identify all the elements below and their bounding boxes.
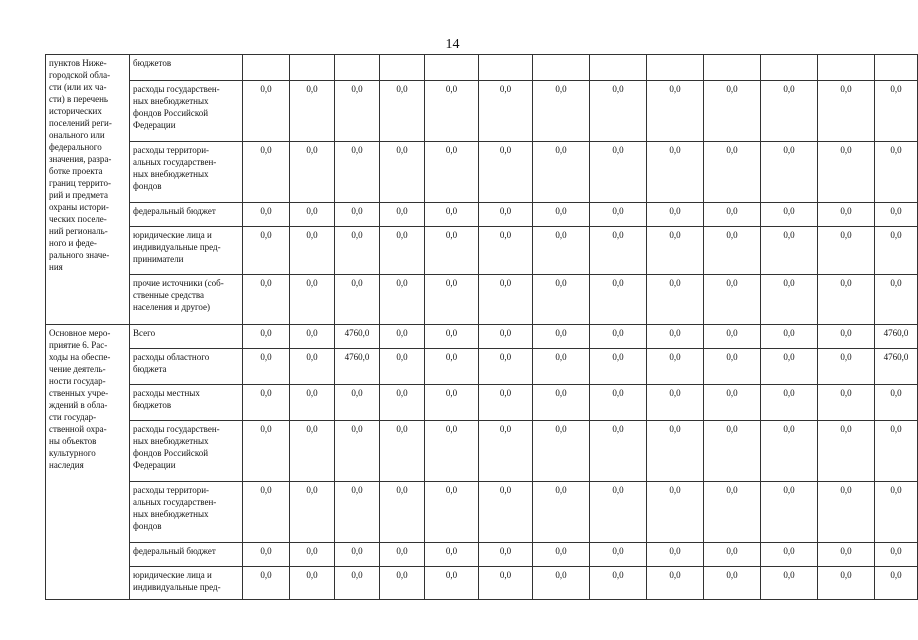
value-cell: 0,0: [761, 543, 818, 567]
value-cell: 0,0: [875, 567, 918, 600]
value-cell: 0,0: [533, 482, 590, 543]
value-cell: 0,0: [335, 567, 380, 600]
value-cell: 0,0: [533, 325, 590, 349]
funding-source-cell: расходы областного бюджета: [130, 349, 243, 385]
value-cell: 0,0: [533, 567, 590, 600]
value-cell: 0,0: [818, 385, 875, 421]
table-row: [46, 543, 918, 567]
value-cell: 0,0: [590, 349, 647, 385]
value-cell: 0,0: [818, 275, 875, 325]
value-cell: 0,0: [590, 81, 647, 142]
value-cell: [875, 55, 918, 81]
value-cell: 0,0: [590, 482, 647, 543]
value-cell: 0,0: [243, 421, 290, 482]
value-cell: 0,0: [590, 142, 647, 203]
value-cell: [647, 55, 704, 81]
value-cell: 0,0: [380, 275, 425, 325]
value-cell: 4760,0: [335, 325, 380, 349]
value-cell: 0,0: [479, 482, 533, 543]
value-cell: 0,0: [479, 421, 533, 482]
value-cell: 0,0: [335, 385, 380, 421]
value-cell: 0,0: [479, 227, 533, 275]
value-cell: 0,0: [243, 227, 290, 275]
value-cell: 0,0: [761, 349, 818, 385]
value-cell: 0,0: [704, 227, 761, 275]
value-cell: [335, 55, 380, 81]
value-cell: 0,0: [243, 325, 290, 349]
value-cell: 0,0: [380, 81, 425, 142]
value-cell: [704, 55, 761, 81]
value-cell: 0,0: [290, 421, 335, 482]
funding-source-cell: Всего: [130, 325, 243, 349]
value-cell: 0,0: [875, 142, 918, 203]
value-cell: 0,0: [647, 421, 704, 482]
measure-name-cell: Основное меро- приятие 6. Рас- ходы на обеспе- чение деятель- ности государ- ственных учре- ждений в обла- сти государ- ственной охра- ны объектов культурного наследия: [46, 325, 130, 600]
value-cell: 0,0: [704, 385, 761, 421]
value-cell: 0,0: [380, 543, 425, 567]
value-cell: 0,0: [875, 275, 918, 325]
value-cell: 0,0: [380, 567, 425, 600]
value-cell: 0,0: [761, 482, 818, 543]
value-cell: 0,0: [335, 81, 380, 142]
value-cell: 0,0: [761, 275, 818, 325]
value-cell: 0,0: [380, 385, 425, 421]
value-cell: 0,0: [243, 349, 290, 385]
funding-source-cell: расходы местных бюджетов: [130, 385, 243, 421]
value-cell: [533, 55, 590, 81]
budget-table-body: [46, 55, 918, 600]
value-cell: 0,0: [425, 385, 479, 421]
value-cell: 0,0: [647, 349, 704, 385]
value-cell: [479, 55, 533, 81]
value-cell: 0,0: [647, 81, 704, 142]
table-row: [46, 385, 918, 421]
value-cell: 0,0: [380, 142, 425, 203]
value-cell: 0,0: [425, 81, 479, 142]
value-cell: 0,0: [425, 142, 479, 203]
value-cell: 0,0: [647, 482, 704, 543]
value-cell: [243, 55, 290, 81]
value-cell: 0,0: [875, 482, 918, 543]
value-cell: 0,0: [243, 142, 290, 203]
value-cell: 0,0: [647, 567, 704, 600]
value-cell: 0,0: [761, 227, 818, 275]
table-row: [46, 275, 918, 325]
value-cell: 0,0: [761, 203, 818, 227]
value-cell: 0,0: [290, 81, 335, 142]
value-cell: 0,0: [818, 421, 875, 482]
value-cell: 0,0: [533, 81, 590, 142]
value-cell: 0,0: [704, 349, 761, 385]
value-cell: 0,0: [243, 203, 290, 227]
table-row: [46, 55, 918, 81]
value-cell: 0,0: [243, 385, 290, 421]
value-cell: 0,0: [704, 81, 761, 142]
value-cell: 0,0: [875, 421, 918, 482]
value-cell: 0,0: [425, 227, 479, 275]
value-cell: [425, 55, 479, 81]
value-cell: 0,0: [590, 421, 647, 482]
value-cell: 4760,0: [875, 349, 918, 385]
value-cell: 0,0: [425, 203, 479, 227]
value-cell: 0,0: [875, 81, 918, 142]
value-cell: 0,0: [761, 81, 818, 142]
value-cell: 0,0: [425, 482, 479, 543]
value-cell: 0,0: [647, 325, 704, 349]
value-cell: 0,0: [590, 203, 647, 227]
value-cell: 0,0: [479, 349, 533, 385]
table-row: [46, 203, 918, 227]
value-cell: 0,0: [380, 227, 425, 275]
value-cell: 0,0: [290, 567, 335, 600]
value-cell: 0,0: [818, 349, 875, 385]
value-cell: 0,0: [818, 325, 875, 349]
value-cell: 0,0: [761, 385, 818, 421]
table-row: [46, 482, 918, 543]
value-cell: 0,0: [761, 325, 818, 349]
value-cell: 0,0: [590, 543, 647, 567]
value-cell: 0,0: [590, 385, 647, 421]
value-cell: 0,0: [818, 567, 875, 600]
value-cell: 0,0: [425, 421, 479, 482]
value-cell: [380, 55, 425, 81]
value-cell: 0,0: [243, 275, 290, 325]
value-cell: 0,0: [533, 142, 590, 203]
value-cell: 0,0: [818, 203, 875, 227]
value-cell: 0,0: [290, 142, 335, 203]
budget-table: [45, 54, 918, 600]
value-cell: 0,0: [647, 543, 704, 567]
value-cell: 0,0: [818, 482, 875, 543]
value-cell: 0,0: [875, 385, 918, 421]
value-cell: 0,0: [875, 543, 918, 567]
value-cell: 0,0: [647, 275, 704, 325]
value-cell: 0,0: [704, 567, 761, 600]
value-cell: 0,0: [533, 203, 590, 227]
value-cell: 0,0: [479, 543, 533, 567]
value-cell: 0,0: [380, 325, 425, 349]
funding-source-cell: расходы территори- альных государствен- ных внебюджетных фондов: [130, 142, 243, 203]
value-cell: 0,0: [704, 203, 761, 227]
value-cell: 0,0: [243, 482, 290, 543]
value-cell: 0,0: [425, 275, 479, 325]
value-cell: 0,0: [818, 543, 875, 567]
value-cell: 0,0: [479, 325, 533, 349]
funding-source-cell: юридические лица и индивидуальные пред- приниматели: [130, 227, 243, 275]
value-cell: 0,0: [380, 203, 425, 227]
funding-source-cell: расходы государствен- ных внебюджетных фондов Российской Федерации: [130, 81, 243, 142]
value-cell: 0,0: [479, 385, 533, 421]
value-cell: 0,0: [479, 142, 533, 203]
value-cell: 0,0: [533, 227, 590, 275]
value-cell: 0,0: [335, 482, 380, 543]
value-cell: 0,0: [290, 349, 335, 385]
value-cell: 0,0: [380, 349, 425, 385]
value-cell: 0,0: [479, 203, 533, 227]
value-cell: [590, 55, 647, 81]
value-cell: 0,0: [243, 81, 290, 142]
funding-source-cell: юридические лица и индивидуальные пред-: [130, 567, 243, 600]
value-cell: 0,0: [818, 142, 875, 203]
table-row: [46, 227, 918, 275]
value-cell: 0,0: [425, 567, 479, 600]
value-cell: 0,0: [425, 543, 479, 567]
value-cell: 0,0: [704, 482, 761, 543]
value-cell: 0,0: [335, 421, 380, 482]
value-cell: 0,0: [590, 325, 647, 349]
table-row: [46, 567, 918, 600]
funding-source-cell: федеральный бюджет: [130, 203, 243, 227]
value-cell: 0,0: [875, 203, 918, 227]
funding-source-cell: расходы территори- альных государствен- ных внебюджетных фондов: [130, 482, 243, 543]
value-cell: 0,0: [704, 543, 761, 567]
value-cell: 0,0: [335, 227, 380, 275]
value-cell: 0,0: [533, 349, 590, 385]
value-cell: [290, 55, 335, 81]
value-cell: 0,0: [425, 349, 479, 385]
table-row: [46, 81, 918, 142]
value-cell: 0,0: [290, 325, 335, 349]
value-cell: [761, 55, 818, 81]
funding-source-cell: прочие источники (соб- ственные средства населения и другое): [130, 275, 243, 325]
value-cell: 0,0: [335, 203, 380, 227]
value-cell: 0,0: [647, 385, 704, 421]
value-cell: 0,0: [425, 325, 479, 349]
value-cell: 0,0: [818, 227, 875, 275]
value-cell: 0,0: [704, 142, 761, 203]
value-cell: 4760,0: [335, 349, 380, 385]
value-cell: 0,0: [335, 142, 380, 203]
value-cell: 4760,0: [875, 325, 918, 349]
value-cell: 0,0: [761, 142, 818, 203]
value-cell: 0,0: [290, 227, 335, 275]
value-cell: 0,0: [243, 567, 290, 600]
value-cell: 0,0: [290, 543, 335, 567]
value-cell: 0,0: [761, 421, 818, 482]
value-cell: 0,0: [533, 385, 590, 421]
value-cell: 0,0: [290, 385, 335, 421]
measure-name-cell: пунктов Ниже- городской обла- сти (или их ча- сти) в перечень исторических поселений реги- онального или федерального значения, разра- ботке проекта границ террито- рий и предмета охраны истори- ческих поселе- ний региональ- ного и феде- рального значе- ния: [46, 55, 130, 325]
value-cell: 0,0: [704, 325, 761, 349]
value-cell: 0,0: [875, 227, 918, 275]
value-cell: 0,0: [761, 567, 818, 600]
value-cell: 0,0: [533, 275, 590, 325]
value-cell: 0,0: [533, 543, 590, 567]
value-cell: 0,0: [590, 275, 647, 325]
value-cell: 0,0: [335, 543, 380, 567]
value-cell: 0,0: [704, 275, 761, 325]
value-cell: 0,0: [533, 421, 590, 482]
value-cell: 0,0: [704, 421, 761, 482]
value-cell: 0,0: [647, 227, 704, 275]
table-row: [46, 349, 918, 385]
value-cell: [818, 55, 875, 81]
page-number: 14: [445, 37, 460, 52]
value-cell: 0,0: [479, 81, 533, 142]
funding-source-cell: бюджетов: [130, 55, 243, 81]
value-cell: 0,0: [479, 275, 533, 325]
value-cell: 0,0: [647, 203, 704, 227]
value-cell: 0,0: [243, 543, 290, 567]
value-cell: 0,0: [380, 421, 425, 482]
value-cell: 0,0: [290, 203, 335, 227]
value-cell: 0,0: [290, 482, 335, 543]
funding-source-cell: федеральный бюджет: [130, 543, 243, 567]
value-cell: 0,0: [590, 227, 647, 275]
value-cell: 0,0: [290, 275, 335, 325]
table-row: [46, 142, 918, 203]
value-cell: 0,0: [818, 81, 875, 142]
table-row: [46, 325, 918, 349]
funding-source-cell: расходы государствен- ных внебюджетных фондов Российской Федерации: [130, 421, 243, 482]
value-cell: 0,0: [647, 142, 704, 203]
value-cell: 0,0: [380, 482, 425, 543]
table-row: [46, 421, 918, 482]
value-cell: 0,0: [479, 567, 533, 600]
value-cell: 0,0: [590, 567, 647, 600]
value-cell: 0,0: [335, 275, 380, 325]
